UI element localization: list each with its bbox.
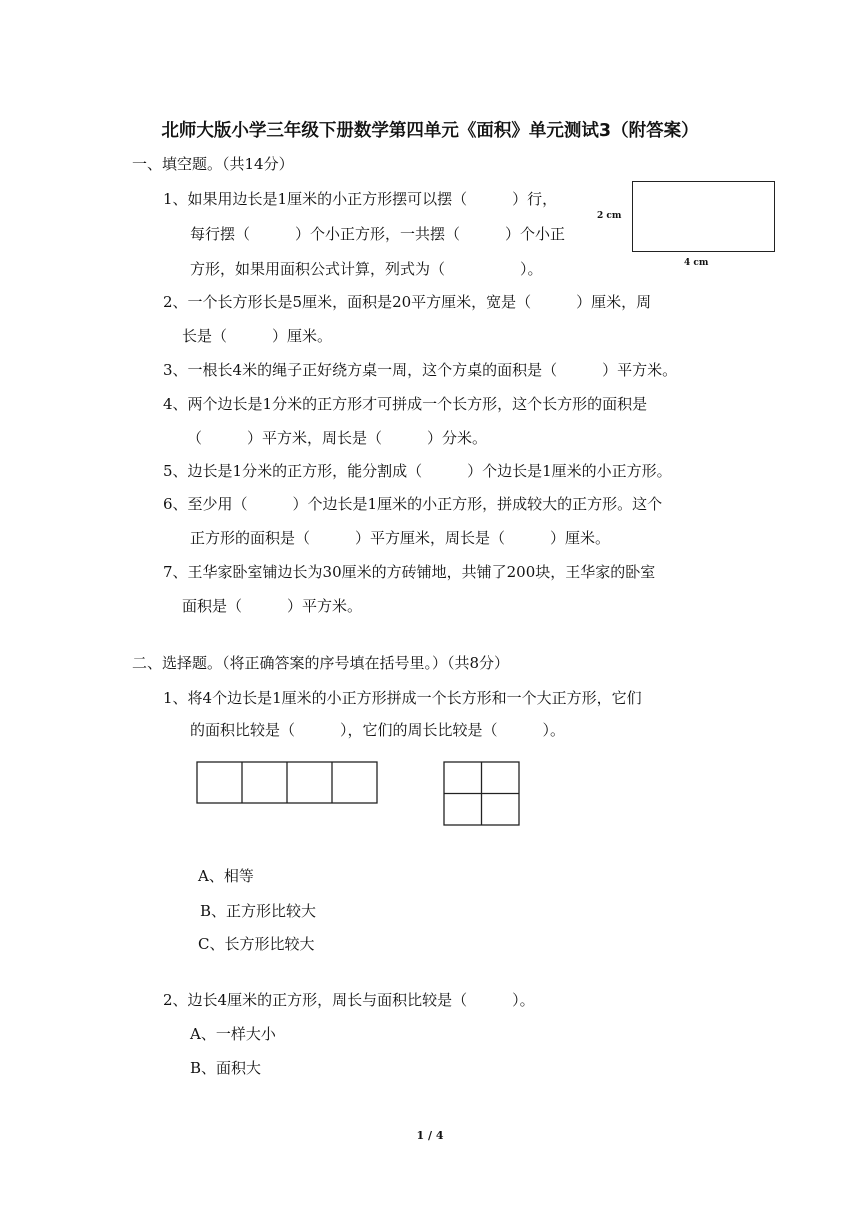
q6-line2: 正方形的面积是（ ）平方厘米，周长是（ ）厘米。 [190,529,611,547]
s2-q1-option-c: C、长方形比较大 [198,935,315,953]
q4-line2: （ ）平方米，周长是（ ）分米。 [187,429,488,447]
q7-line1: 7、王华家卧室铺边长为30厘米的方砖铺地，共铺了200块，王华家的卧室 [163,563,656,581]
q1-line3: 方形，如果用面积公式计算，列式为（ ）。 [190,260,543,278]
q2-line1: 2、一个长方形长是5厘米，面积是20平方厘米，宽是（ ）厘米，周 [163,293,652,311]
q1-height-label: 2 cm [597,211,622,221]
s2-q1-option-b: B、正方形比较大 [200,902,317,920]
q7-line2: 面积是（ ）平方米。 [182,597,363,615]
section1-heading: 一、填空题。（共14分） [132,155,294,173]
s2-q2-option-b: B、面积大 [190,1059,262,1077]
q1-width-label: 4 cm [684,258,709,268]
q5-text: 5、边长是1分米的正方形，能分割成（ ）个边长是1厘米的小正方形。 [163,462,672,480]
four-squares-2x2-figure [443,761,523,827]
document-title: 北师大版小学三年级下册数学第四单元《面积》单元测试3（附答案） [161,121,699,141]
page-number: 1 / 4 [416,1129,444,1142]
q3-text: 3、一根长4米的绳子正好绕方桌一周，这个方桌的面积是（ ）平方米。 [163,361,678,379]
q1-rectangle-figure [632,181,775,252]
q4-line1: 4、两个边长是1分米的正方形才可拼成一个长方形，这个长方形的面积是 [163,395,648,413]
q6-line1: 6、至少用（ ）个边长是1厘米的小正方形，拼成较大的正方形。这个 [163,495,663,513]
q1-line2: 每行摆（ ）个小正方形，一共摆（ ）个小正 [190,225,566,243]
section2-heading: 二、选择题。（将正确答案的序号填在括号里。）（共8分） [132,654,510,672]
s2-q1-line2: 的面积比较是（ ），它们的周长比较是（ ）。 [190,721,566,739]
s2-q1-option-a: A、相等 [198,867,254,885]
q2-line2: 长是（ ）厘米。 [182,327,333,345]
four-squares-in-row-figure [196,761,380,806]
q1-line1: 1、如果用边长是1厘米的小正方形摆可以摆（ ）行， [163,190,558,208]
s2-q2-line1: 2、边长4厘米的正方形，周长与面积比较是（ ）。 [163,991,535,1009]
s2-q2-option-a: A、一样大小 [190,1025,276,1043]
s2-q1-line1: 1、将4个边长是1厘米的小正方形拼成一个长方形和一个大正方形，它们 [163,689,642,707]
